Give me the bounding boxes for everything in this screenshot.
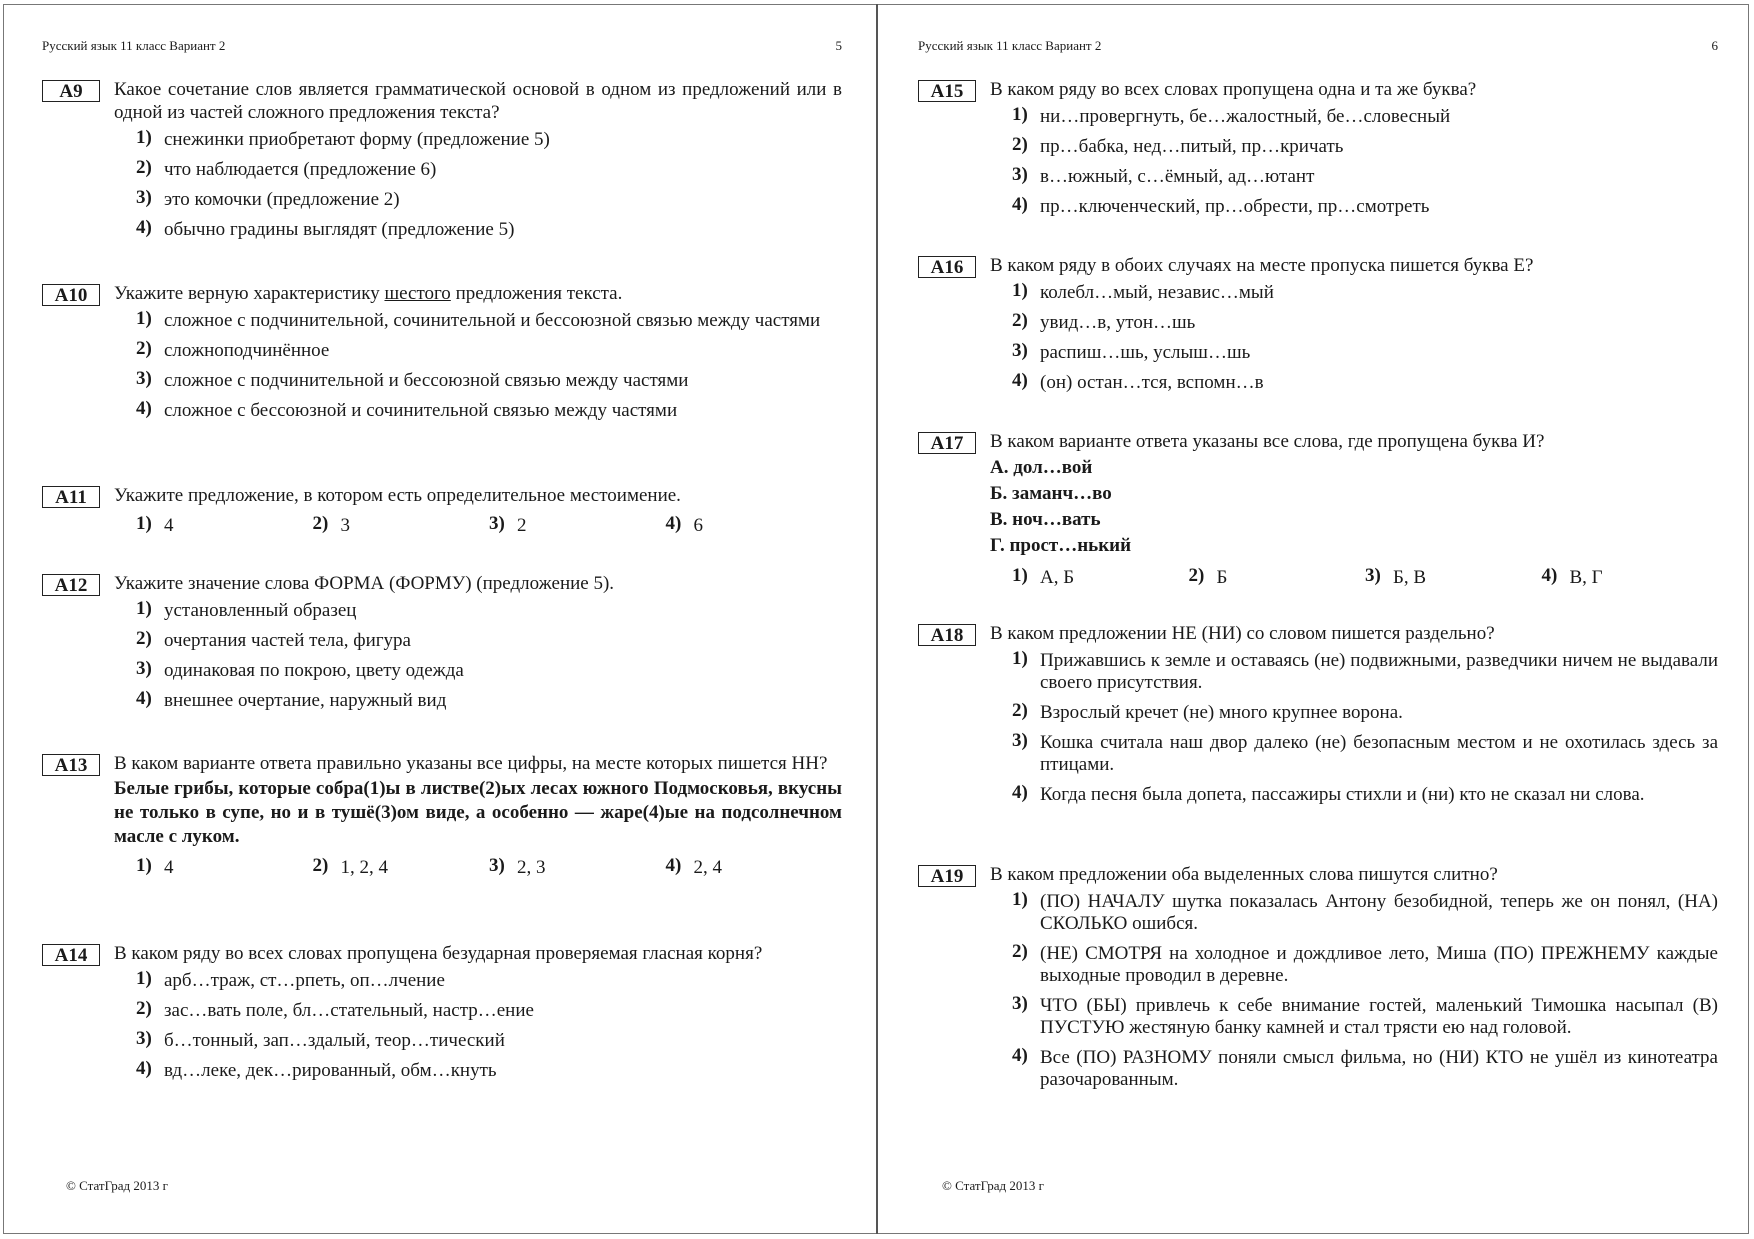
question-number: A10 (42, 284, 100, 306)
answer-option[interactable]: 2) что наблюдается (предложение 6) (136, 157, 437, 180)
answer-option[interactable]: 4) 6 (665, 513, 703, 536)
answer-option[interactable]: 3) Б, В (1365, 565, 1427, 588)
answer-option[interactable]: 2) Б (1188, 565, 1228, 588)
question-text: В каком предложении оба выделенных слова пишутся слитно? (990, 864, 1498, 885)
answer-option[interactable]: 2) зас…вать поле, бл…стательный, настр…ение (136, 998, 534, 1021)
question-text: В каком ряду во всех словах пропущена одна и та же буква? (990, 79, 1477, 100)
question-text: В каком предложении НЕ (НИ) со словом пишется раздельно? (990, 623, 1495, 644)
question-number: A11 (42, 486, 100, 508)
left-header-title: Русский язык 11 класс Вариант 2 (42, 38, 226, 53)
question-a11 (42, 484, 842, 537)
answer-option[interactable]: 4) Когда песня была допета, пассажиры стихли и (ни) кто не сказал ни слова. (1012, 782, 1645, 805)
answer-option[interactable]: 2) (НЕ) СМОТРЯ на холодное и дождливое лето, Миша (ПО) ПРЕЖНЕМУ каждые выходные проводил в деревне. (1012, 941, 1718, 986)
answer-option[interactable]: 3) сложное с подчинительной и бессоюзной связью между частями (136, 368, 689, 391)
right-header-title: Русский язык 11 класс Вариант 2 (918, 38, 1102, 53)
answer-option[interactable]: 2) Взрослый кречет (не) много крупнее ворона. (1012, 700, 1403, 723)
answer-option[interactable]: 1) ни…провергнуть, бе…жалостный, бе…словесный (1012, 104, 1451, 127)
answer-option[interactable]: 3) одинаковая по покрою, цвету одежда (136, 658, 464, 681)
question-text: Укажите верную характеристику шестого предложения текста. (114, 283, 623, 304)
answer-option[interactable]: 4) обычно градины выглядят (предложение 5) (136, 217, 515, 240)
right-footer: © СтатГрад 2013 г (942, 1178, 1044, 1193)
answer-option[interactable]: 4) внешнее очертание, наружный вид (136, 688, 447, 711)
left-header (42, 38, 842, 54)
answer-option[interactable]: 3) 2 (489, 513, 527, 536)
answer-option[interactable]: 1) арб…траж, ст…рпеть, оп…лчение (136, 968, 445, 991)
question-a12 (42, 572, 842, 720)
answer-option[interactable]: 3) 2, 3 (489, 855, 546, 878)
word-item: А. дол…вой (990, 457, 1093, 478)
page-divider (876, 4, 878, 1234)
answer-option[interactable]: 1) (ПО) НАЧАЛУ шутка показалась Антону безобидной, теперь же он понял, (НА) СКОЛЬКО ошибся. (1012, 889, 1718, 934)
question-text: Укажите предложение, в котором есть определительное местоимение. (114, 485, 681, 506)
answer-option[interactable]: 4) В, Г (1541, 565, 1603, 588)
answer-option[interactable]: 4) сложное с бессоюзной и сочинительной связью между частями (136, 398, 678, 421)
answer-option[interactable]: 1) Прижавшись к земле и оставаясь (не) подвижными, разведчики ничем не выдавали своего присутствия. (1012, 648, 1718, 693)
answer-option[interactable]: 2) очертания частей тела, фигура (136, 628, 411, 651)
answer-option[interactable]: 3) распиш…шь, услыш…шь (1012, 340, 1251, 363)
question-a10 (42, 282, 842, 430)
answer-option[interactable]: 1) 4 (136, 513, 174, 536)
answer-option[interactable]: 4) (он) остан…тся, вспомн…в (1012, 370, 1264, 393)
question-number: A16 (918, 256, 976, 278)
answer-option[interactable]: 1) колебл…мый, независ…мый (1012, 280, 1274, 303)
question-a9 (42, 78, 842, 249)
question-a17 (918, 430, 1718, 589)
answer-option[interactable]: 4) пр…ключенческий, пр…обрести, пр…смотреть (1012, 194, 1430, 217)
answer-option[interactable]: 4) вд…леке, дек…рированный, обм…кнуть (136, 1058, 497, 1081)
answer-option[interactable]: 2) пр…бабка, нед…питый, пр…кричать (1012, 134, 1344, 157)
answer-option[interactable]: 1) 4 (136, 855, 174, 878)
word-item: Г. прост…нький (990, 535, 1132, 556)
word-list (918, 455, 1718, 559)
question-a13 (42, 752, 842, 879)
question-text: В каком варианте ответа указаны все слова, где пропущена буква И? (990, 431, 1545, 452)
left-footer: © СтатГрад 2013 г (66, 1178, 168, 1193)
question-number: A13 (42, 754, 100, 776)
answer-option[interactable]: 1) установленный образец (136, 598, 357, 621)
question-a18 (918, 622, 1718, 814)
answer-option[interactable]: 1) сложное с подчинительной, сочинительной и бессоюзной связью между частями (136, 308, 821, 331)
question-a15 (918, 78, 1718, 226)
right-page (918, 0, 1718, 1239)
left-page-number: 5 (835, 38, 842, 53)
answer-option[interactable]: 2) 1, 2, 4 (312, 855, 388, 878)
question-number: A19 (918, 865, 976, 887)
left-page (42, 0, 842, 1239)
word-item: В. ноч…вать (990, 509, 1101, 530)
question-text: В каком ряду в обоих случаях на месте пропуска пишется буква Е? (990, 255, 1534, 276)
answer-option[interactable]: 2) увид…в, утон…шь (1012, 310, 1196, 333)
word-item: Б. заманч…во (990, 483, 1112, 504)
question-number: A9 (42, 80, 100, 102)
question-number: A12 (42, 574, 100, 596)
right-header (918, 38, 1718, 54)
question-a16 (918, 254, 1718, 402)
question-text: Какое сочетание слов является грамматической основой в одном из предложений или в одной из частей сложного предложения текста? (114, 79, 842, 123)
question-sentence: Белые грибы, которые собра(1)ы в листве(2)ых лесах южного Подмосковья, вкусны не только в супе, но и в тушё(3)ом виде, а особенно — жаре(4)ые на подсолнечном масле с луком. (114, 778, 842, 847)
answer-option[interactable]: 2) сложноподчинённое (136, 338, 330, 361)
question-number: A14 (42, 944, 100, 966)
answer-option[interactable]: 3) это комочки (предложение 2) (136, 187, 400, 210)
question-number: A17 (918, 432, 976, 454)
answer-option[interactable]: 4) 2, 4 (665, 855, 722, 878)
answer-option[interactable]: 3) ЧТО (БЫ) привлечь к себе внимание гостей, маленький Тимошка насыпал (В) ПУСТУЮ жестяную банку камней и стал трясти ею над головой. (1012, 993, 1718, 1038)
question-a19 (918, 863, 1718, 1099)
answer-option[interactable]: 1) снежинки приобретают форму (предложение 5) (136, 127, 550, 150)
answer-option[interactable]: 3) Кошка считала наш двор далеко (не) безопасным местом и не охотилась здесь за птицами. (1012, 730, 1718, 775)
answer-option[interactable]: 3) в…южный, с…ёмный, ад…ютант (1012, 164, 1315, 187)
right-page-number: 6 (1711, 38, 1718, 53)
answer-option[interactable]: 2) 3 (312, 513, 350, 536)
question-text: В каком варианте ответа правильно указаны все цифры, на месте которых пишется НН? (114, 753, 828, 774)
answer-option[interactable]: 4) Все (ПО) РАЗНОМУ поняли смысл фильма, но (НИ) КТО не ушёл из кинотеатра разочарованным. (1012, 1045, 1718, 1090)
question-number: A18 (918, 624, 976, 646)
answer-option[interactable]: 1) А, Б (1012, 565, 1075, 588)
question-number: A15 (918, 80, 976, 102)
question-text: Укажите значение слова ФОРМА (ФОРМУ) (предложение 5). (114, 573, 615, 594)
question-a14 (42, 942, 842, 1090)
question-text: В каком ряду во всех словах пропущена безударная проверяемая гласная корня? (114, 943, 763, 964)
answer-option[interactable]: 3) б…тонный, зап…здалый, теор…тический (136, 1028, 505, 1051)
